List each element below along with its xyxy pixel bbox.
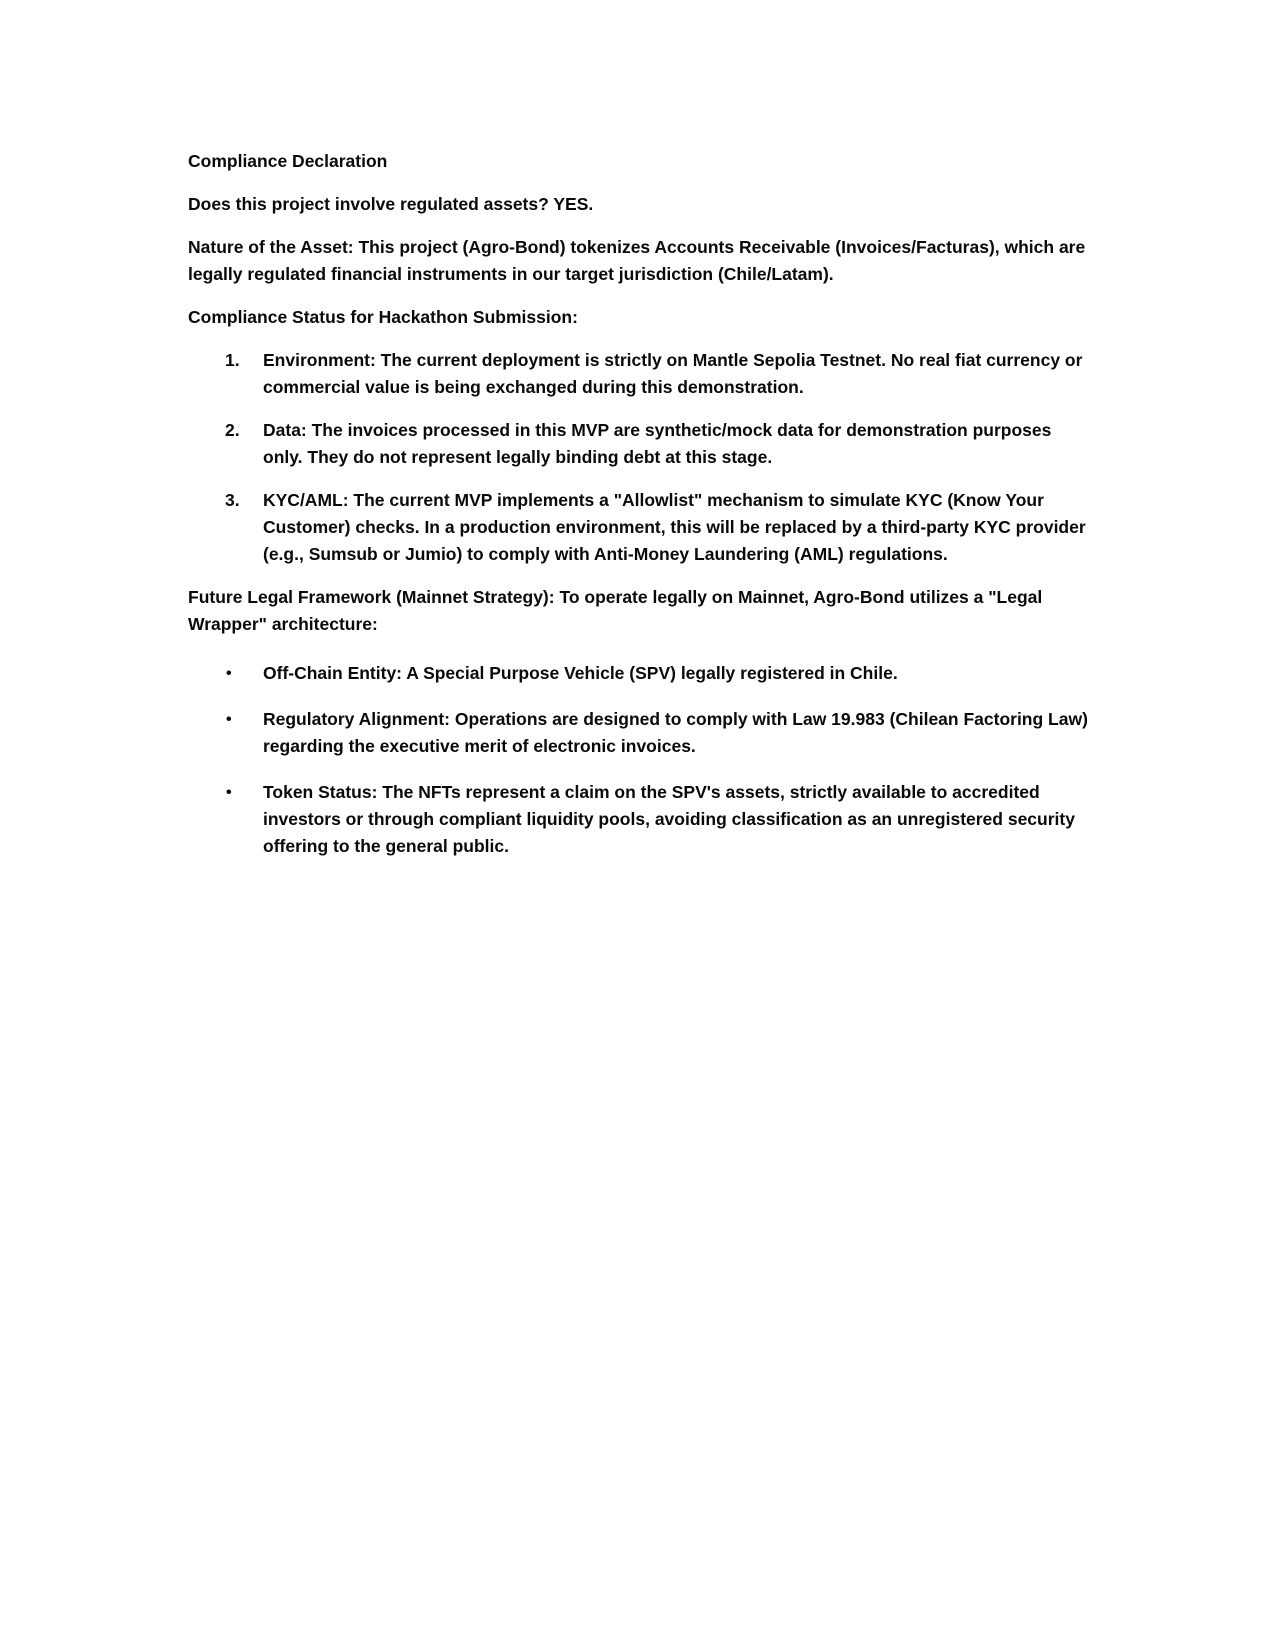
regulated-assets-question: Does this project involve regulated assets? YES. bbox=[188, 194, 594, 214]
list-item bbox=[188, 487, 1088, 568]
list-item bbox=[188, 660, 1088, 687]
compliance-status-list bbox=[188, 347, 1088, 568]
list-item bbox=[188, 706, 1088, 760]
list-item-text: Regulatory Alignment: Operations are designed to comply with Law 19.983 (Chilean Factoring Law) regarding the executive merit of electronic invoices. bbox=[263, 709, 1088, 756]
list-item bbox=[188, 347, 1088, 401]
list-item-text: KYC/AML: The current MVP implements a "Allowlist" mechanism to simulate KYC (Know Your Customer) checks. In a production environment, this will be replaced by a third-party KYC provider (e.g., Sumsub or Jumio) to comply with Anti-Money Laundering (AML) regulations. bbox=[263, 490, 1086, 564]
legal-wrapper-list bbox=[188, 660, 1088, 860]
list-item-text: Environment: The current deployment is strictly on Mantle Sepolia Testnet. No real fiat currency or commercial value is being exchanged during this demonstration. bbox=[263, 350, 1083, 397]
future-framework-paragraph: Future Legal Framework (Mainnet Strategy): To operate legally on Mainnet, Agro-Bond utilizes a "Legal Wrapper" architecture: bbox=[188, 587, 1043, 634]
list-item bbox=[188, 417, 1088, 471]
list-item-text: Token Status: The NFTs represent a claim on the SPV's assets, strictly available to accredited investors or through compliant liquidity pools, avoiding classification as an unregistered security offering to the general public. bbox=[263, 782, 1075, 856]
list-number: 3. bbox=[225, 490, 240, 510]
compliance-status-heading: Compliance Status for Hackathon Submission: bbox=[188, 307, 578, 327]
list-number: 2. bbox=[225, 420, 240, 440]
bullet-icon: • bbox=[226, 711, 232, 728]
bullet-icon: • bbox=[226, 665, 232, 682]
list-item bbox=[188, 779, 1088, 860]
document-title: Compliance Declaration bbox=[188, 151, 388, 171]
asset-nature-paragraph: Nature of the Asset: This project (Agro-Bond) tokenizes Accounts Receivable (Invoices/Facturas), which are legally regulated financial instruments in our target jurisdiction (Chile/Latam). bbox=[188, 237, 1086, 284]
list-item-text: Data: The invoices processed in this MVP are synthetic/mock data for demonstration purposes only. They do not represent legally binding debt at this stage. bbox=[263, 420, 1052, 467]
list-item-text: Off-Chain Entity: A Special Purpose Vehicle (SPV) legally registered in Chile. bbox=[263, 663, 898, 683]
list-number: 1. bbox=[225, 350, 240, 370]
bullet-icon: • bbox=[226, 784, 232, 801]
document-page bbox=[188, 148, 1088, 879]
